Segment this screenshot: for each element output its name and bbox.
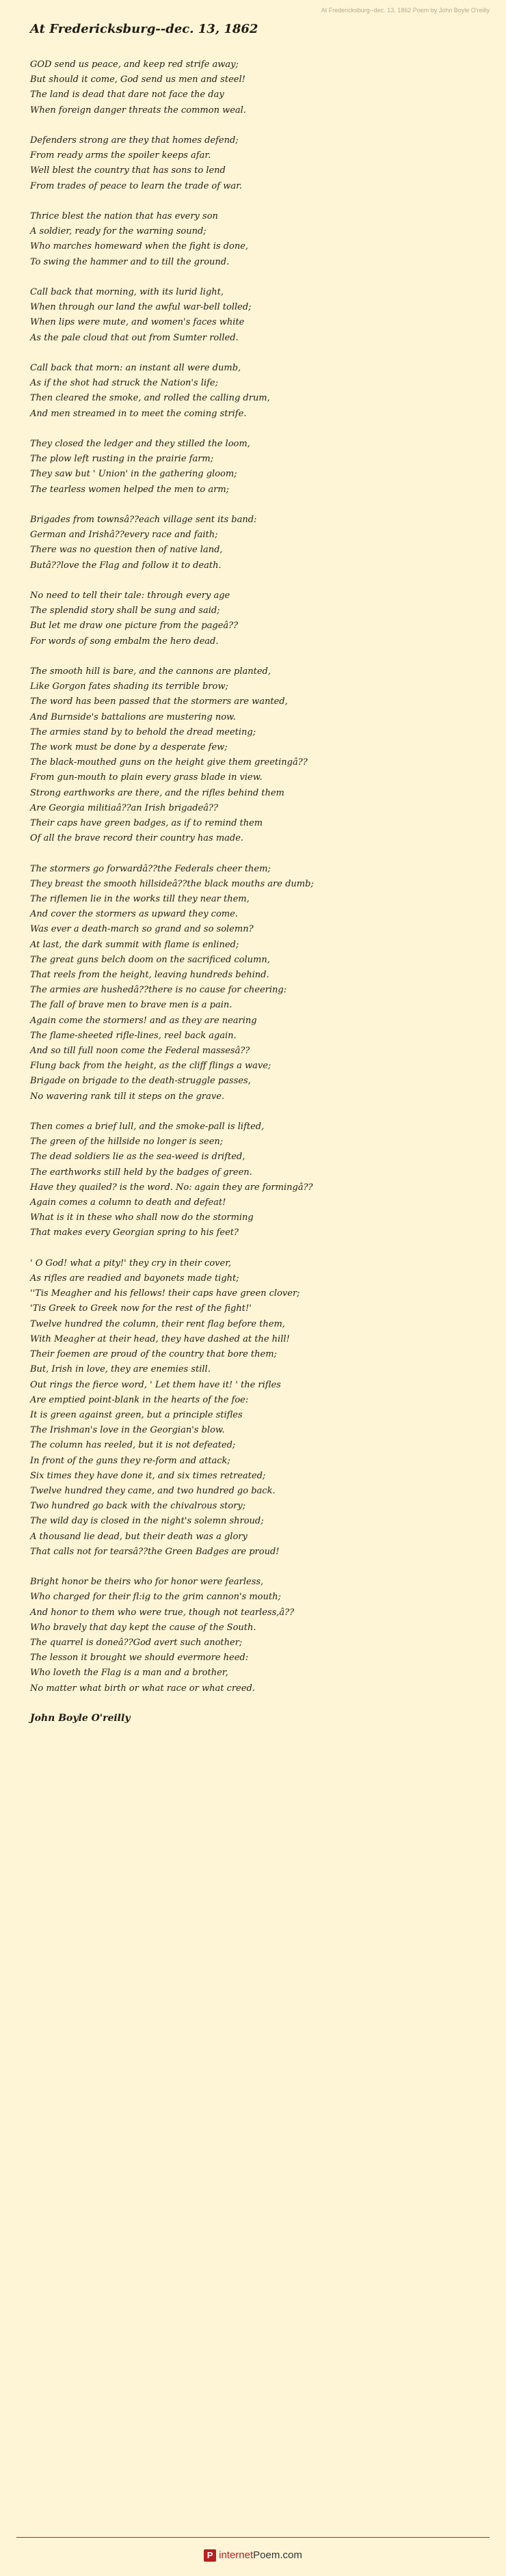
poem-line: German and Irishâ??every race and faith; [30,530,218,541]
poem-line: When lips were mute, and women's faces white [30,317,245,328]
poem-line: The land is dead that dare not face the day [30,90,224,100]
header-watermark: At Fredericksburg--dec. 13, 1862 Poem by John Boyle O'reilly [321,7,490,14]
poem-line: They breast the smooth hillsideâ??the black mouths are dumb; [30,878,314,889]
stanza [30,1575,476,1696]
poem-line: Six times they have done it, and six times retreated; [30,1470,266,1481]
poem-line: 'Tis Greek to Greek now for the rest of the fight!' [30,1303,252,1314]
poem-line: As the pale cloud that out from Sumter rolled. [30,332,239,343]
poem-title: At Fredericksburg--dec. 13, 1862 [30,22,258,36]
stanza [30,209,476,270]
poem-line: Then cleared the smoke, and rolled the calling drum, [30,393,270,404]
site-brand[interactable] [0,2547,506,2564]
poem-line: The tearless women helped the men to arm; [30,484,230,495]
stanza [30,1256,476,1560]
poem-line: Strong earthworks are there, and the rifles behind them [30,787,284,798]
poem-line: The plow left rusting in the prairie farm; [30,454,214,465]
poem-line: To swing the hammer and to till the ground. [30,256,230,267]
poem-line: And honor to them who were true, though not tearless,â?? [30,1607,295,1618]
stanza [30,862,476,1104]
stanza [30,1120,476,1241]
poem-line: Again comes a column to death and defeat! [30,1197,226,1208]
poem-line: And men streamed in to meet the coming strife. [30,408,247,419]
poem-line: Who loveth the Flag is a man and a brother, [30,1668,228,1679]
stanza [30,513,476,573]
poem-line: No need to tell their tale: through every age [30,591,230,601]
poem-line: GOD send us peace, and keep red strife away; [30,59,239,70]
poem-line: From ready arms the spoiler keeps afar. [30,150,211,161]
stanza [30,133,476,194]
brand-name-internet: internet [219,2549,254,2561]
poem-line: And so till full noon come the Federal massesâ?? [30,1046,250,1057]
poem-line: When foreign danger threats the common weal. [30,105,246,116]
poem-line: The wild day is closed in the night's solemn shroud; [30,1516,264,1527]
poem-line: The work must be done by a desperate few; [30,742,228,753]
poem-line: Thrice blest the nation that has every son [30,211,218,221]
poem-line: Brigade on brigade to the death-struggle passes, [30,1076,251,1087]
stanza [30,57,476,118]
poem-line: The fall of brave men to brave men is a pain. [30,1000,232,1011]
stanza [30,664,476,846]
poem-line: As if the shot had struck the Nation's life; [30,378,218,389]
poem-line: The smooth hill is bare, and the cannons are planted, [30,666,271,677]
poem-line: The flame-sheeted rifle-lines, reel back again. [30,1030,237,1041]
poem-line: From gun-mouth to plain every grass blade in view. [30,772,263,783]
poem-line: As rifles are readied and bayonets made tight; [30,1273,239,1284]
poem-line: Butâ??love the Flag and follow it to death. [30,560,222,571]
poem-line: ' O God! what a pity!' they cry in their cover, [30,1258,232,1269]
poem-line: Their caps have green badges, as if to remind them [30,818,263,829]
poem-line: They saw but ' Union' in the gathering gloom; [30,469,237,480]
poem-line: Of all the brave record their country has made. [30,833,244,844]
poem-line: In front of the guns they re-form and attack; [30,1455,230,1466]
poem-line: That makes every Georgian spring to his feet? [30,1228,239,1238]
poem-line: The green of the hillside no longer is seen; [30,1137,224,1148]
poem-line: But should it come, God send us men and steel! [30,74,245,85]
poem-line: From trades of peace to learn the trade of war. [30,180,243,191]
poem-line: Brigades from townsâ??each village sent its band: [30,515,257,525]
poem-line: Then comes a brief lull, and the smoke-pall is lifted, [30,1122,265,1133]
poem-line: Again come the stormers! and as they are nearing [30,1015,257,1026]
poem-line: The word has been passed that the stormers are wanted, [30,696,288,707]
stanza [30,361,476,422]
poem-line: It is green against green, but a principle stifles [30,1409,243,1420]
poem-line: Was ever a death-march so grand and so solemn? [30,924,254,935]
poem-line: Defenders strong are they that homes defend; [30,135,239,146]
poem-line: For words of song embalm the hero dead. [30,636,219,647]
poem-line: Are Georgia militiaâ??an Irish brigadeâ?? [30,802,218,813]
poem-line: No matter what birth or what race or what creed. [30,1683,255,1694]
poem-line: Call back that morn: an instant all were dumb, [30,363,241,373]
poem-line: A thousand lie dead, but their death was a glory [30,1531,248,1542]
stanza [30,437,476,498]
poem-line: With Meagher at their head, they have dashed at the hill! [30,1333,290,1344]
poem-line: Who charged for their fl:ig to the grim cannon's mouth; [30,1592,281,1603]
poem-line: That reels from the height, leaving hundreds behind. [30,970,269,981]
poem-line: But let me draw one picture from the pageâ?? [30,621,239,632]
poem-line: Well blest the country that has sons to lend [30,165,226,176]
poem-line: And Burnside's battalions are mustering now. [30,711,236,722]
poem-author: John Boyle O'reilly [30,1712,131,1724]
poem-line: The dead soldiers lie as the sea-weed is drifted, [30,1152,245,1163]
poem-line: Flung back from the height, as the cliff flings a wave; [30,1061,271,1072]
poem-line: What is it in these who shall now do the storming [30,1212,254,1223]
poem-line: At last, the dark summit with flame is enlined; [30,939,239,950]
poem-line: The earthworks still held by the badges of green. [30,1167,252,1178]
poem-line: The riflemen lie in the works till they near them, [30,894,250,905]
poem-line: The lesson it brought we should evermore heed: [30,1653,249,1664]
poem-line: There was no question then of native land, [30,545,223,556]
poem-line: The stormers go forwardâ??the Federals cheer them; [30,863,271,874]
poem-line: The great guns belch doom on the sacrificed column, [30,954,270,965]
poem-line: The Irishman's love in the Georgian's blow. [30,1425,225,1436]
poem-line: And cover the stormers as upward they come. [30,909,238,920]
poem-line: Two hundred go back with the chivalrous story; [30,1501,246,1512]
poem-line: Bright honor be theirs who for honor were fearless, [30,1577,264,1588]
poem-line: They closed the ledger and they stilled the loom, [30,439,250,449]
internetpoem-logo-icon: P [204,2549,216,2562]
poem-line: No wavering rank till it steps on the grave. [30,1091,225,1102]
poem-line: Who marches homeward when the fight is done, [30,241,249,252]
poem-line: Their foemen are proud of the country that bore them; [30,1349,277,1360]
footer-divider [16,2537,490,2538]
poem-body [30,57,476,1696]
poem-line: Who bravely that day kept the cause of the South. [30,1622,256,1633]
poem-line: The quarrel is doneâ??God avert such another; [30,1637,243,1648]
poem-line: Call back that morning, with its lurid light, [30,287,224,297]
poem-line: Are emptied point-blank in the hearts of the foe: [30,1394,249,1405]
poem-line: Out rings the fierce word, ' Let them have it! ' the rifles [30,1379,281,1390]
stanza [30,588,476,649]
poem-line: Twelve hundred the column, their rent flag before them, [30,1318,285,1329]
brand-name-poem: Poem.com [253,2549,302,2561]
poem-line: Have they quailed? is the word. No: again they are formingâ?? [30,1182,313,1193]
poem-line: The splendid story shall be sung and said; [30,606,220,616]
poem-line: The armies stand by to behold the dread meeting; [30,727,256,737]
stanza [30,285,476,346]
poem-line: The armies are hushedâ??there is no cause for cheering: [30,985,287,996]
poem-line: ''Tis Meagher and his fellows! their caps have green clover; [30,1288,300,1299]
poem-line: A soldier, ready for the warning sound; [30,226,207,237]
poem-line: The black-mouthed guns on the height give them greetingâ?? [30,757,308,768]
poem-line: But, Irish in love, they are enemies still. [30,1364,211,1375]
poem-line: When through our land the awful war-bell tolled; [30,302,252,313]
poem-line: Like Gorgon fates shading its terrible brow; [30,681,228,692]
poem-line: That calls not for tearsâ??the Green Badges are proud! [30,1546,280,1557]
poem-line: Twelve hundred they came, and two hundred go back. [30,1485,276,1496]
poem-line: The column has reeled, but it is not defeated; [30,1440,236,1451]
